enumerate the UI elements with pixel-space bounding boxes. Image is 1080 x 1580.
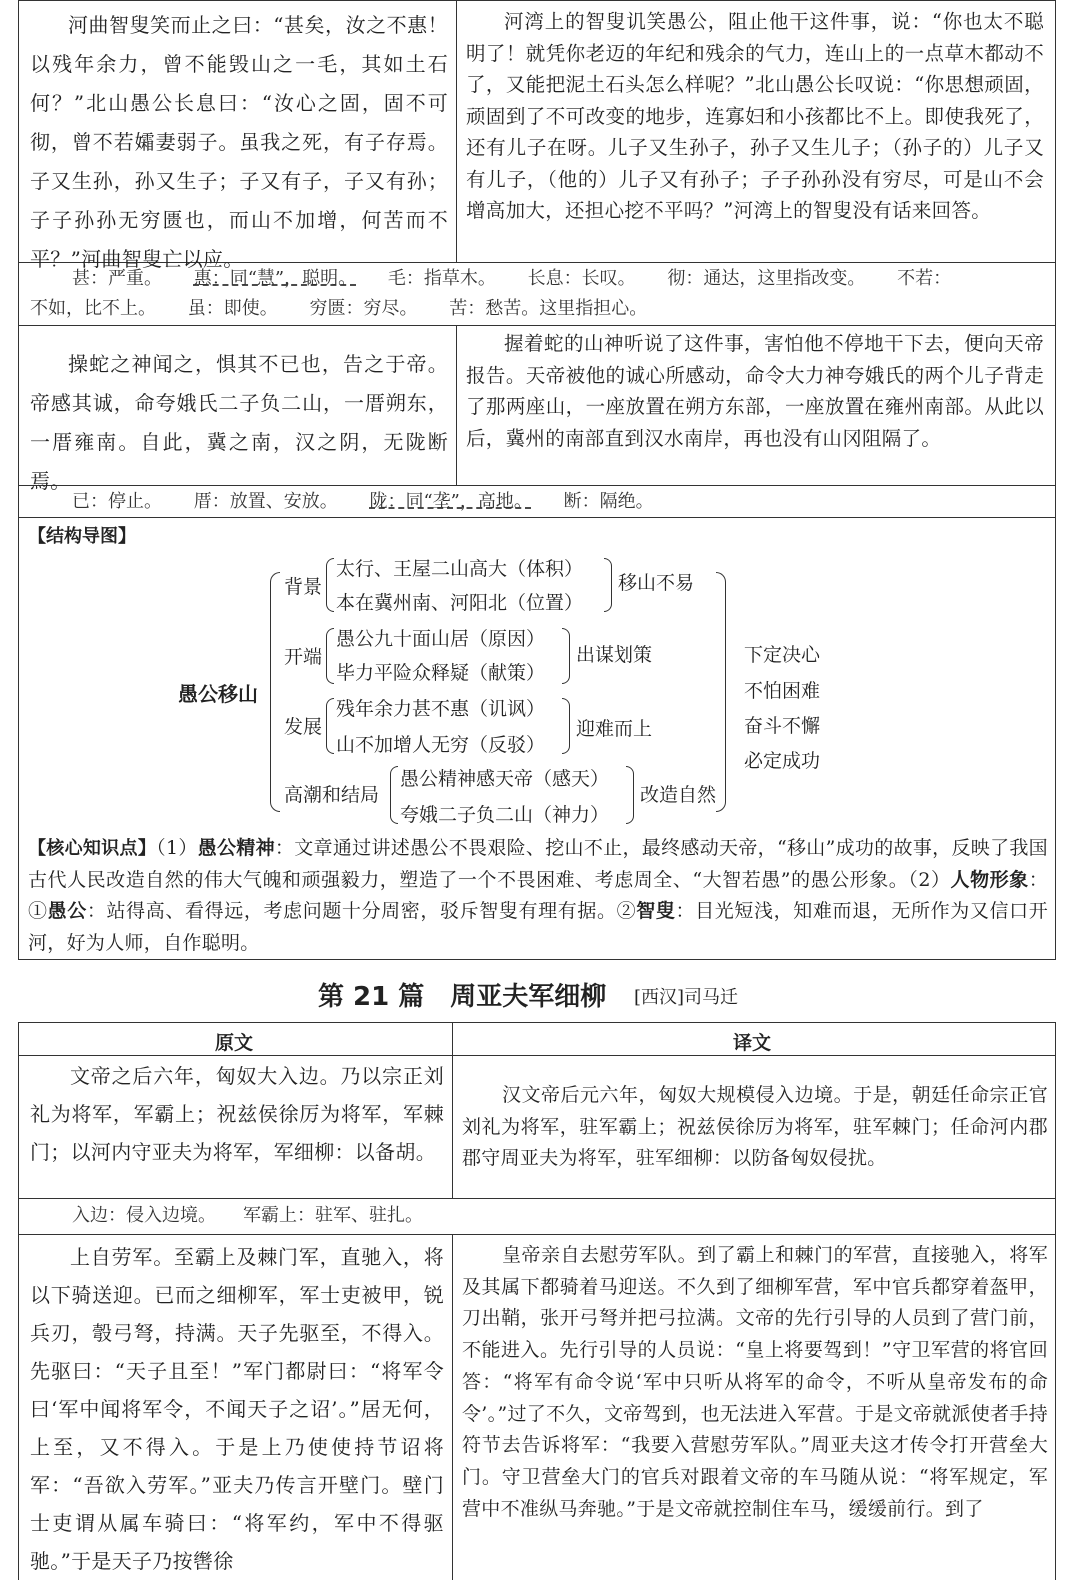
zy-row2-translation: 皇帝亲自去慰劳军队。到了霸上和棘门的军营，直接驰入，将军及其属下都骑着马迎送。不久到了细柳军营，军中官兵都穿着盔甲，刀出鞘，张开弓弩并把弓拉满。文帝的先行引导的人员到了营门前，不能进入。先行引导的人员说：“皇上将要驾到！”守卫军营的将官回答：“将军有命令说‘军中只听从将军的命令，不听从皇帝发布的命令’。”过了不久，文帝驾到，也无法进入军营。于是文帝就派使者手持符节去告诉将军：“我要入营慰劳军队。”周亚夫这才传令打开营垒大门。守卫营垒大门的官兵对跟着文帝的车马随从说：“将军规定，军营中不准纵马奔驰。”于是文帝就控制住车马，缓缓前行。到了: [462, 1244, 1048, 1520]
conclusion-2: 不怕困难: [744, 680, 821, 702]
bottom-col-divider-1: [452, 1022, 453, 1198]
core-t1: ：文章通过讲述愚公不畏艰险、挖山不止，最终感动天帝，“移山”成功的故事，反映了我国古代人民改造自然的伟大气魄和顽强毅力，塑造了一个不畏困难、考虑周全、“大智若愚”的愚公形象。（2）: [28, 837, 1048, 891]
note-cuo: 厝：放置、安放。: [193, 491, 338, 512]
branch-start-label: 开端: [284, 646, 323, 668]
note-buruo: 不若：: [897, 268, 952, 289]
branch-start-brace: [326, 628, 334, 684]
branch-start-item-1: 愚公九十面山居（原因）: [336, 628, 546, 650]
branch-climax-right-brace: [626, 766, 634, 824]
branch-background-label: 背景: [284, 576, 323, 598]
note-ku: 苦：愁苦。这里指担心。: [449, 298, 648, 319]
conclusion-brace: [716, 572, 726, 812]
branch-development-item-1: 残年余力甚不惠（讥讽）: [336, 698, 546, 720]
bottom-row-divider-2: [18, 1234, 1056, 1235]
branch-climax-item-1: 愚公精神感天帝（感天）: [400, 768, 610, 790]
core-heading: 【核心知识点】: [28, 838, 157, 859]
core-k3: 愚公: [47, 900, 87, 922]
branch-development-item-2: 山不加增人无穷（反驳）: [336, 734, 546, 756]
section-author: 司马迁: [684, 987, 739, 1008]
core-k4: 智叟: [636, 900, 676, 922]
branch-start-summary: 出谋划策: [576, 644, 653, 666]
core-knowledge: [28, 833, 1048, 959]
top-row-divider-2: [18, 325, 1056, 326]
column-translation-header: 译文: [733, 1032, 772, 1054]
conclusion-1: 下定决心: [744, 644, 821, 666]
core-p1: （1）: [156, 837, 198, 859]
mindmap-heading: 【结构导图】: [28, 526, 136, 547]
notes1-line2: [30, 294, 673, 324]
branch-background-item-1: 太行、王屋二山高大（体积）: [336, 558, 584, 580]
top-col-divider-2: [456, 325, 457, 485]
zy-row1-translation: 汉文帝后元六年，匈奴大规模侵入边境。于是，朝廷任命宗正官刘礼为将军，驻军霸上；祝兹侯徐厉为将军，驻军棘门；任命河内郡郡守周亚夫为将军，驻军细柳：以防备匈奴侵扰。: [462, 1084, 1048, 1169]
note-che: 彻：通达，这里指改变。: [667, 268, 866, 289]
note-hui: 惠：同“慧”，聪明。: [193, 268, 357, 289]
notes1-line1: [72, 264, 951, 294]
core-t3: ：站得高、看得远，考虑问题十分周密，驳斥智叟有理有据。②: [86, 900, 637, 922]
notes2-line: [72, 487, 680, 517]
branch-development-label: 发展: [284, 716, 323, 738]
branch-start-item-2: 毕力平险众释疑（献策）: [336, 662, 546, 684]
bottom-header-divider: [18, 1055, 1056, 1056]
core-k1: 愚公精神: [197, 837, 275, 859]
core-t2: ：①: [28, 868, 1049, 922]
section-dynasty: [634, 983, 738, 1009]
note-sui: 虽：即使。: [187, 298, 278, 319]
branch-start-right-brace: [562, 628, 570, 684]
note-qiongkui: 穷匮：穷尽。: [309, 298, 418, 319]
branch-background-brace: [326, 558, 334, 612]
note-mao: 毛：指草木。: [387, 268, 496, 289]
zy-row2-original: 上自劳军。至霸上及棘门军，直驰入，将以下骑送迎。已而之细柳军，军士吏被甲，锐兵刃，彀弓弩，持满。天子先驱至，不得入。先驱曰：“天子且至！”军门都尉曰：“将军令曰‘军中闻将军令，不闻天子之诏’。”居无何，上至，又不得入。于是上乃使使持节诏将军：“吾欲入劳军。”亚夫乃传言开壁门。壁门士吏谓从属车骑曰：“将军约，军中不得驱驰。”于是天子乃按辔徐: [30, 1245, 444, 1573]
note-yi: 已：停止。: [72, 491, 162, 512]
mindmap-root: 愚公移山: [178, 682, 258, 706]
conclusion-3: 奋斗不懈: [744, 715, 821, 737]
branch-development-brace: [326, 698, 334, 754]
core-t4: ：目光短浅，知难而退，无所作为又信口开河，好为人师，自作聪明。: [28, 900, 1048, 954]
branch-climax-summary: 改造自然: [640, 784, 717, 806]
row2-original-text: 操蛇之神闻之，惧其不已也，告之于帝。帝感其诚，命夸娥氏二子负二山，一厝朔东，一厝雍南。自此，冀之南，汉之阴，无陇断焉。: [30, 352, 448, 493]
branch-background-item-2: 本在冀州南、河阳北（位置）: [336, 592, 584, 614]
top-row-divider-4: [18, 517, 1056, 518]
branch-climax-brace: [390, 766, 398, 824]
bottom-col-divider-2: [452, 1234, 453, 1580]
core-k2: 人物形象: [950, 868, 1029, 891]
column-original-header: 原文: [215, 1032, 254, 1054]
note-buruo-def: 不如，比不上。: [30, 298, 156, 319]
row1-original-text: 河曲智叟笑而止之曰：“甚矣，汝之不惠！以残年余力，曾不能毁山之一毛，其如土石何？”北山愚公长息曰：“汝心之固，固不可彻，曾不若孀妻弱子。虽我之死，有子存焉。子又生孙，孙又生子；子又有子，子又有孙；子子孙孙无穷匮也，而山不加增，何苦而不平？”河曲智叟亡以应。: [30, 13, 448, 271]
top-col-divider-1: [456, 0, 457, 262]
branch-climax-label: 高潮和结局: [284, 784, 380, 806]
branch-background-right-brace: [604, 558, 612, 612]
conclusion-4: 必定成功: [744, 750, 821, 772]
note-long: 陇：同“垄”，高地。: [369, 491, 532, 512]
branch-climax-item-2: 夸娥二子负二山（神力）: [400, 804, 610, 826]
branch-development-right-brace: [562, 698, 570, 754]
note-duan: 断：隔绝。: [563, 491, 654, 512]
row2-translation-text: 握着蛇的山神听说了这件事，害怕他不停地干下去，便向天帝报告。天帝被他的诚心所感动，命令大力神夸娥氏的两个儿子背走了那两座山，一座放置在朔方东部，一座放置在雍州南部。从此以后，冀州的南部直到汉水南岸，再也没有山冈阻隔了。: [466, 332, 1044, 450]
section-dynasty-text: [西汉]: [634, 987, 685, 1008]
note-changxi: 长息：长叹。: [527, 268, 636, 289]
root-brace: [270, 572, 280, 812]
section-title: 第 21 篇 周亚夫军细柳: [318, 982, 607, 1012]
zy-row1-original: 文帝之后六年，匈奴大入边。乃以宗正刘礼为将军，军霸上；祝兹侯徐厉为将军，军棘门；以河内守亚夫为将军，军细柳：以备胡。: [30, 1064, 444, 1164]
branch-development-summary: 迎难而上: [576, 718, 653, 740]
row1-translation-text: 河湾上的智叟讥笑愚公，阻止他干这件事，说：“你也太不聪明了！就凭你老迈的年纪和残余的气力，连山上的一点草木都动不了，又能把泥土石头怎么样呢？”北山愚公长叹说：“你思想顽固，顽固到了不可改变的地步，连寡妇和小孩都比不上。即使我死了，还有儿子在呀。儿子又生孙子，孙子又生儿子；（孙子的）儿子又有儿子，（他的）儿子又有孙子；子子孙孙没有穷尽，可是山不会增高加大，还担心挖不平吗？”河湾上的智叟没有话来回答。: [466, 10, 1044, 222]
zy-note-row: 入边：侵入边境。 军霸上：驻军、驻扎。: [72, 1205, 423, 1226]
note-shen: 甚：严重。: [72, 268, 162, 289]
bottom-row-divider-1: [18, 1198, 1056, 1199]
branch-background-summary: 移山不易: [618, 572, 695, 594]
